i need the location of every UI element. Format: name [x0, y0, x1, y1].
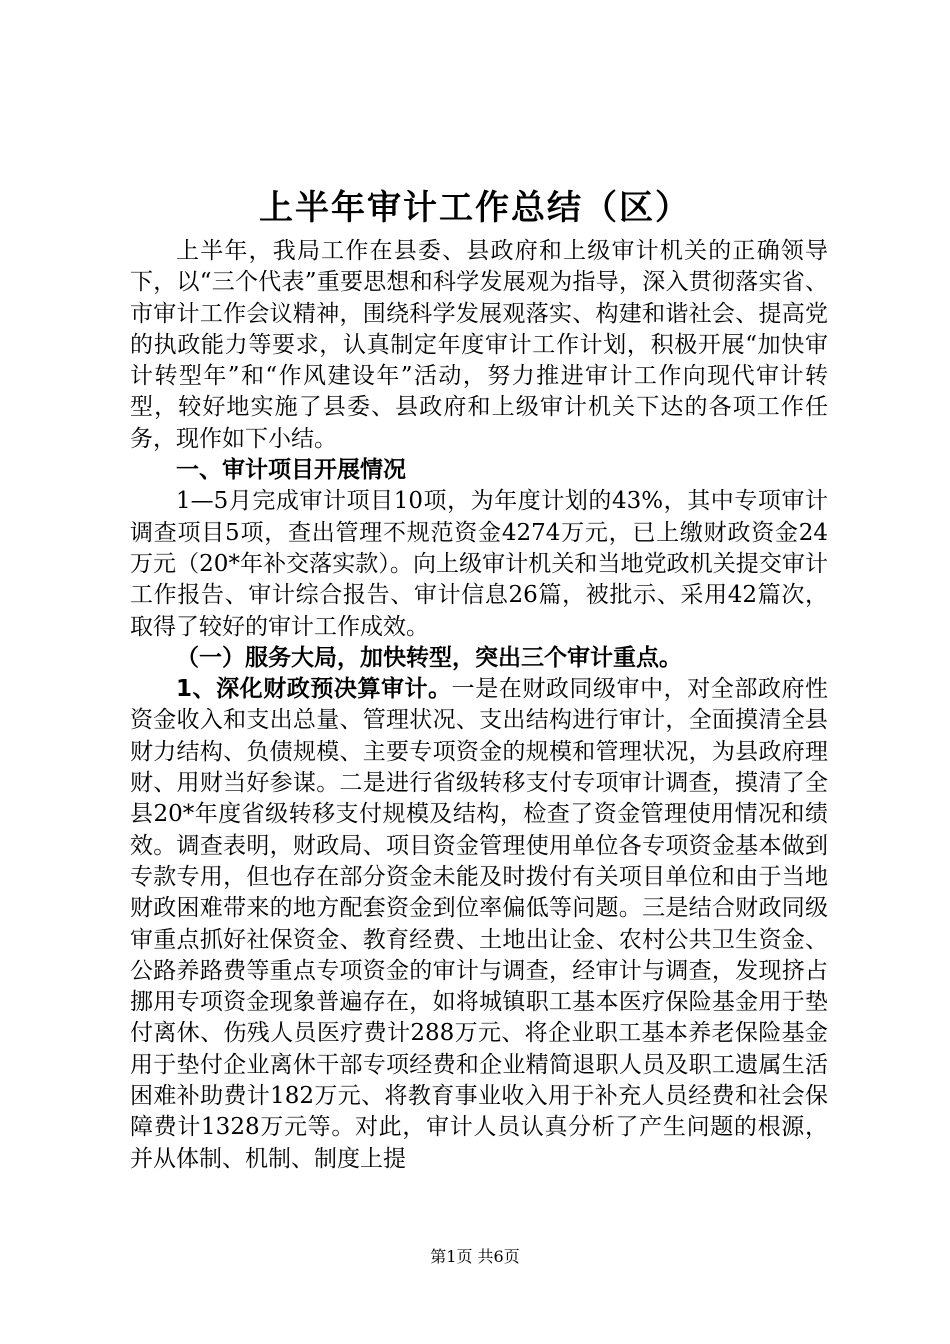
item-1-paragraph: [130, 674, 828, 1175]
subsection-heading-1: （一）服务大局，加快转型，突出三个审计重点。: [176, 644, 682, 671]
item-1-text: 一是在财政同级审中，对全部政府性资金收入和支出总量、管理状况、支出结构进行审计，全面摸清全县财力结构、负债规模、主要专项资金的规模和管理状况，为县政府理财、用财当好参谋。二是进行省级转移支付专项审计调查，摸清了全县20*年度省级转移支付规模及结构，检查了资金管理使用情况和绩效。调查表明，财政局、项目资金管理使用单位各专项资金基本做到专款专用，但也存在部分资金未能及时拨付有关项目单位和由于当地财政困难带来的地方配套资金到位率偏低等问题。三是结合财政同级审重点抓好社保资金、教育经费、土地出让金、农村公共卫生资金、公路养路费等重点专项资金的审计与调查，经审计与调查，发现挤占挪用专项资金现象普遍存在，如将城镇职工基本医疗保险基金用于垫付离休、伤残人员医疗费计288万元、将企业职工基本养老保险基金用于垫付企业离休干部专项经费和企业精简退职人员及职工遗属生活困难补助费计182万元、将教育事业收入用于补充人员经费和社会保障费计1328万元等。对此，审计人员认真分析了产生问题的根源，并从体制、机制、制度上提: [130, 676, 828, 1172]
item-1-heading: 1、深化财政预决算审计。: [176, 676, 452, 703]
document-title: 上半年审计工作总结（区）: [259, 188, 691, 228]
intro-paragraph: 上半年，我局工作在县委、县政府和上级审计机关的正确领导下，以“三个代表”重要思想和科学发展观为指导，深入贯彻落实省、市审计工作会议精神，围绕科学发展观落实、构建和谐社会、提高党的执政能力等要求，认真制定年度审计工作计划，积极开展“加快审计转型年”和“作风建设年”活动，努力推进审计工作向现代审计转型，较好地实施了县委、县政府和上级审计机关下达的各项工作任务，现作如下小结。: [130, 238, 828, 452]
document-body: [130, 236, 828, 1175]
page-footer: 第1页 共6页: [430, 1247, 520, 1266]
section-heading-1: 一、审计项目开展情况: [176, 457, 406, 484]
section-1-paragraph: 1—5月完成审计项目10项，为年度计划的43%，其中专项审计调查项目5项，查出管理不规范资金4274万元，已上缴财政资金24万元（20*年补交落实款）。向上级审计机关和当地党政机关提交审计工作报告、审计综合报告、审计信息26篇，被批示、采用42篇次，取得了较好的审计工作成效。: [130, 488, 828, 640]
